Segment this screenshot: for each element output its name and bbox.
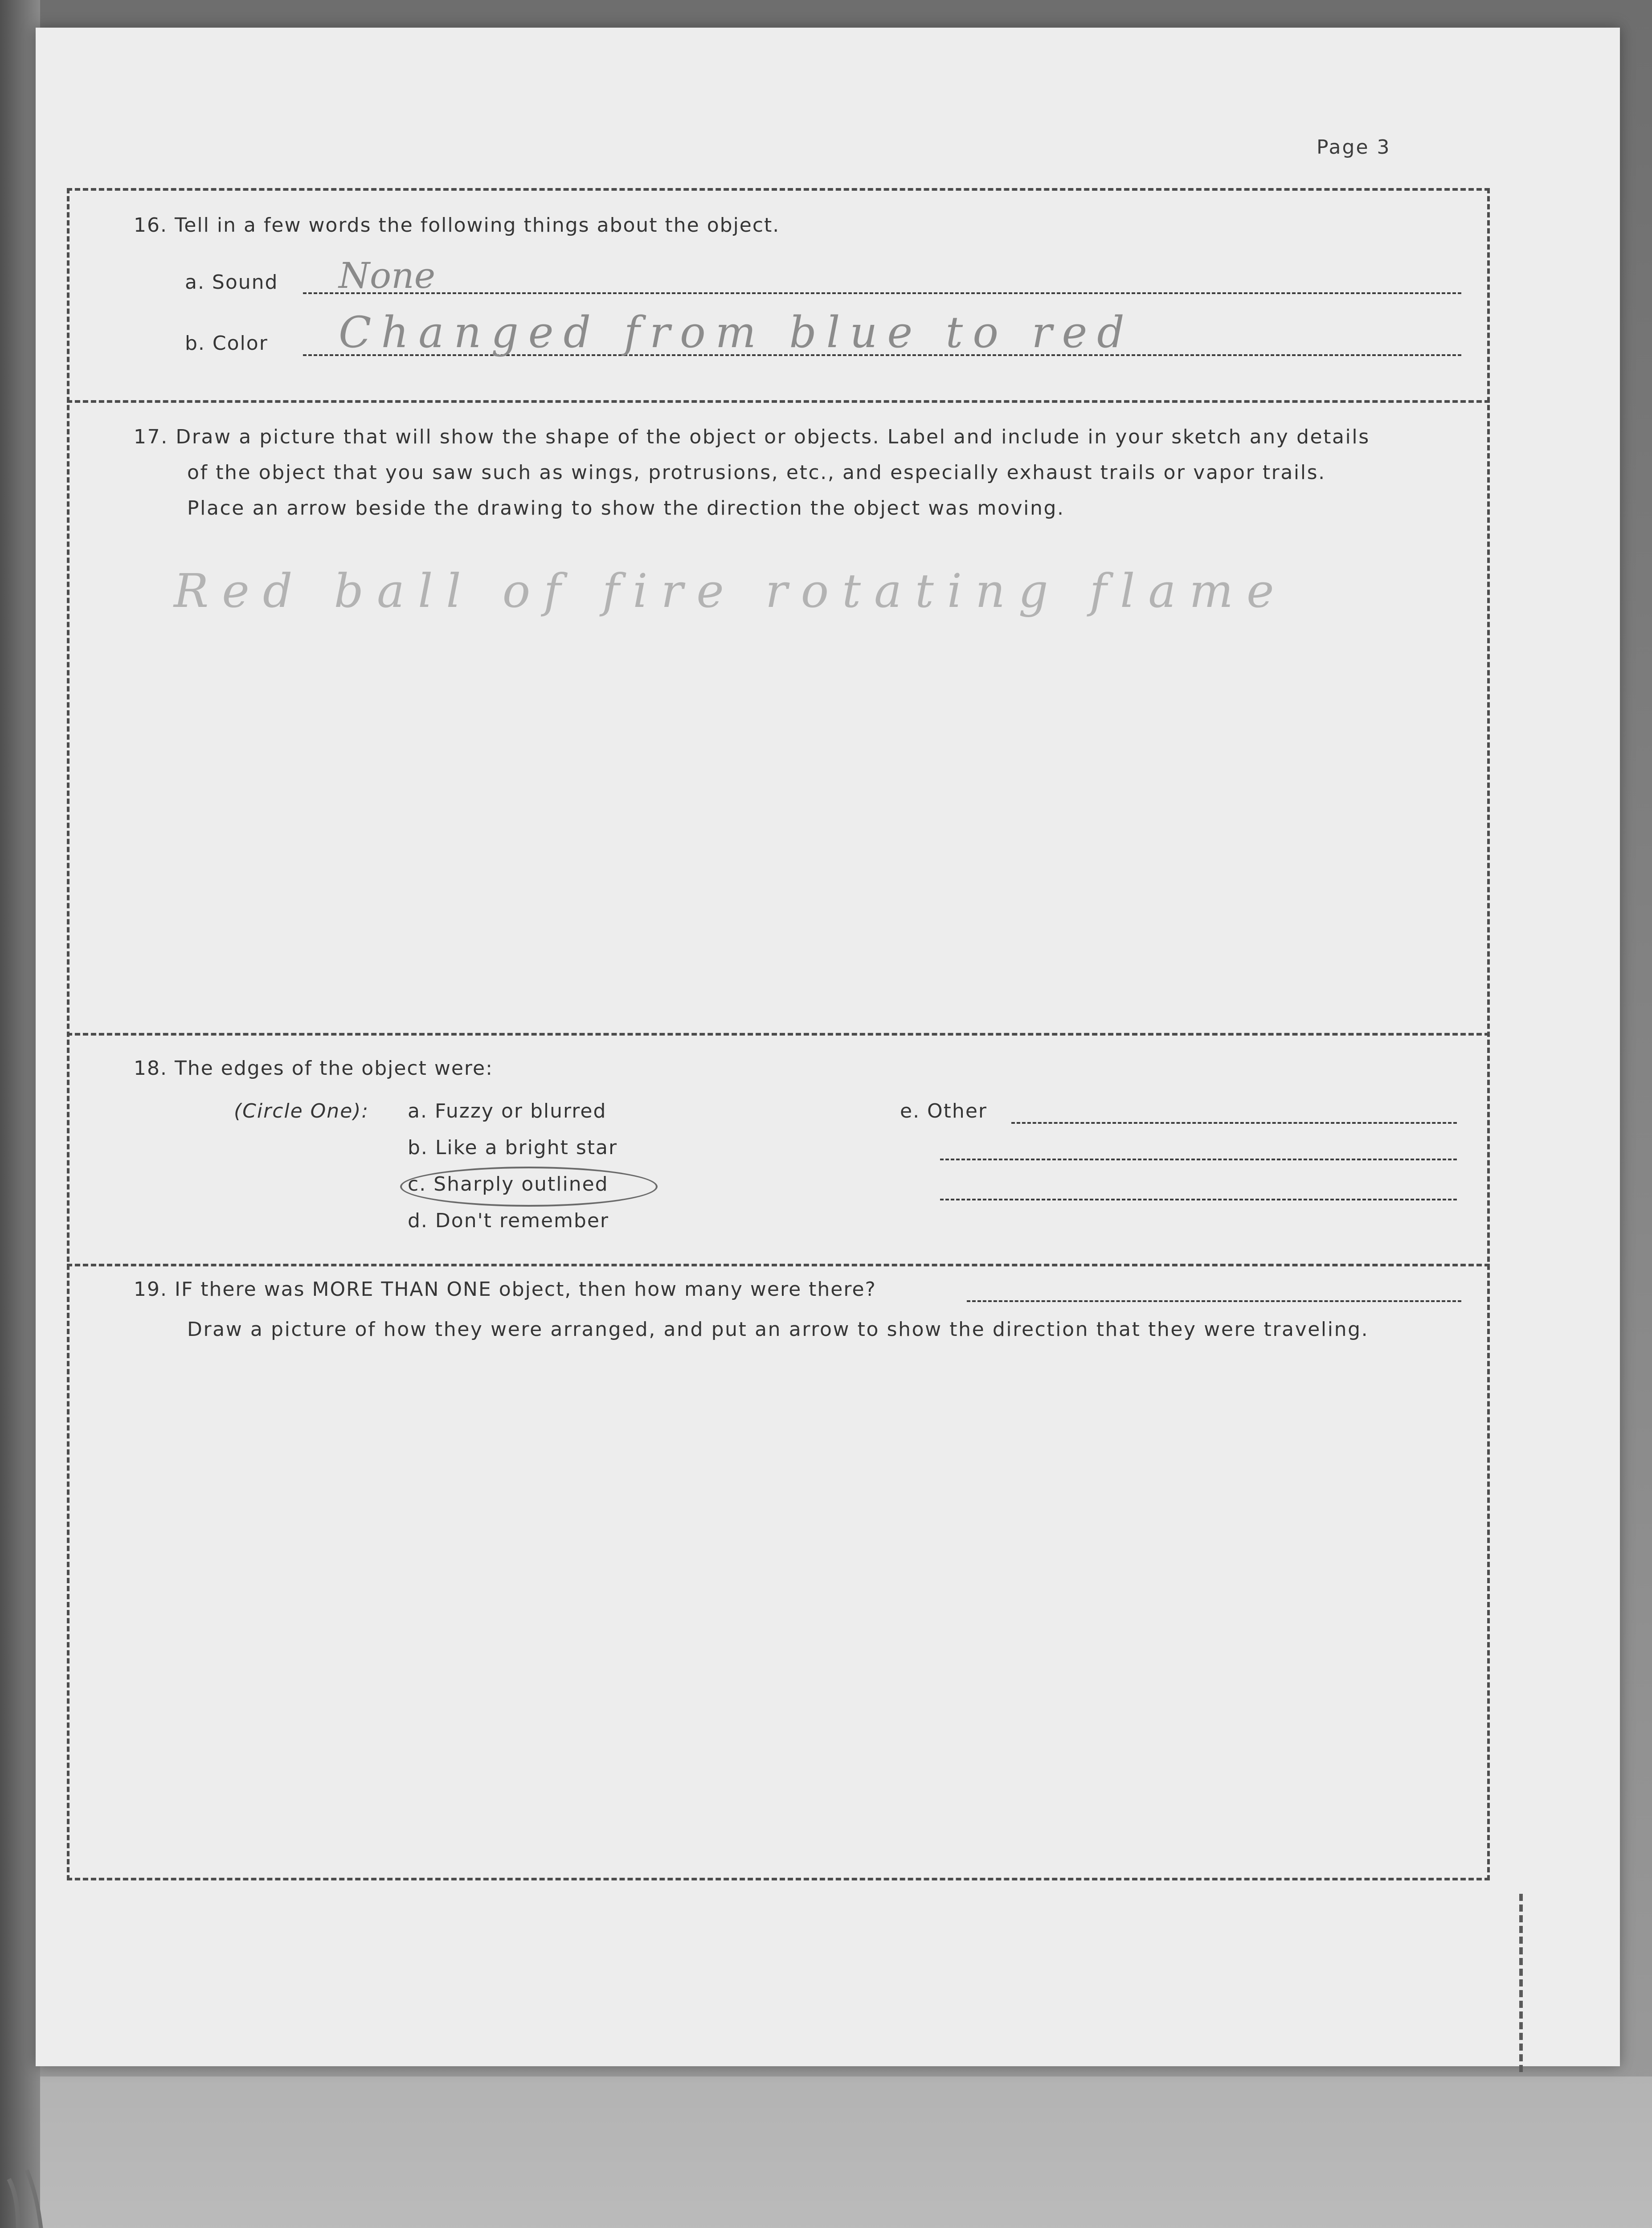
page-number: Page 3 — [1317, 136, 1391, 159]
q17-prompt-line1: 17. Draw a picture that will show the shape of the object or objects. Label and include in your sketch any details — [134, 426, 1370, 448]
q18-other-line-2 — [940, 1159, 1457, 1160]
photo-lower-area — [0, 2076, 1652, 2228]
q19-count-line — [967, 1300, 1461, 1302]
q16-color-answer: Changed from blue to red — [339, 307, 1134, 357]
divider-q17-q18 — [67, 1033, 1490, 1036]
q16-sound-answer: None — [339, 255, 436, 296]
q19-prompt-line2: Draw a picture of how they were arranged, and put an arrow to show the direction that they were traveling. — [187, 1318, 1369, 1341]
q17-prompt-line2: of the object that you saw such as wings, protrusions, etc., and especially exhaust trails or vapor trails. — [187, 461, 1326, 484]
q18-option-b: b. Like a bright star — [408, 1136, 618, 1159]
q18-other-label: e. Other — [900, 1100, 987, 1122]
divider-q18-q19 — [67, 1264, 1490, 1266]
margin-scribble — [0, 2161, 116, 2228]
q16-prompt: 16. Tell in a few words the following things about the object. — [134, 214, 780, 237]
divider-q16-q17 — [67, 400, 1490, 403]
q19-prompt-line1: 19. IF there was MORE THAN ONE object, then how many were there? — [134, 1278, 876, 1301]
photo-left-edge — [0, 0, 40, 2228]
q18-prompt: 18. The edges of the object were: — [134, 1057, 493, 1080]
q17-prompt-line3: Place an arrow beside the drawing to show the direction the object was moving. — [187, 497, 1065, 520]
q18-instruction: (Circle One): — [234, 1100, 369, 1122]
q18-other-line-3 — [940, 1199, 1457, 1200]
q16-color-label: b. Color — [185, 332, 268, 355]
q18-option-c: c. Sharply outlined — [408, 1173, 609, 1196]
q16-sound-label: a. Sound — [185, 271, 278, 294]
q16-sound-line — [303, 292, 1461, 294]
q18-other-line-1 — [1011, 1122, 1457, 1124]
q17-handwritten-note: Red ball of fire rotating flame — [174, 564, 1288, 618]
q18-circled-answer-mark — [400, 1167, 658, 1207]
sheet-edge-mark — [1519, 1894, 1529, 2072]
q18-option-a: a. Fuzzy or blurred — [408, 1100, 607, 1122]
q18-option-d: d. Don't remember — [408, 1209, 609, 1232]
